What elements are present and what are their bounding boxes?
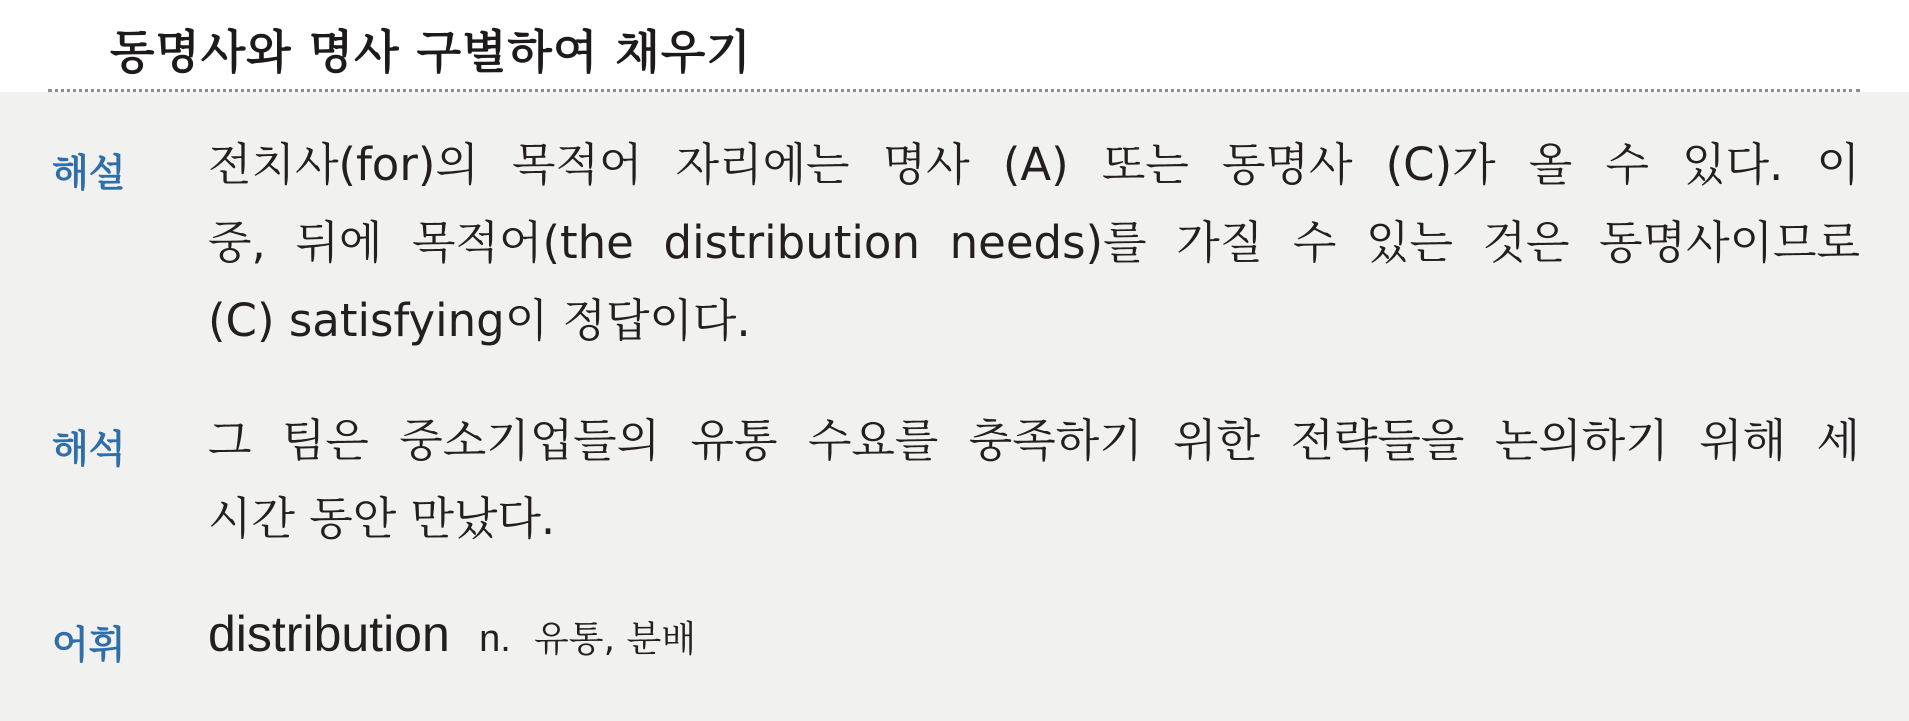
explanation-text <box>208 126 1860 360</box>
vocabulary-label: 어휘 <box>52 623 126 667</box>
explanation-line-3: (C) satisfying이 정답이다. <box>208 294 751 347</box>
explanation-label: 해설 <box>52 151 126 195</box>
vocabulary-meaning: 유통, 분배 <box>534 619 697 660</box>
translation-line-1: 그 팀은 중소기업들의 유통 수요를 충족하기 위한 전략들을 논의하기 위해 세 <box>208 414 1860 467</box>
page-title: 동명사와 명사 구별하여 채우기 <box>110 25 752 79</box>
explanation-line-1: 전치사(for)의 목적어 자리에는 명사 (A) 또는 동명사 (C)가 올 수 있다. 이 <box>208 138 1860 191</box>
translation-label: 해석 <box>52 427 126 471</box>
vocabulary-part-of-speech: n. <box>479 618 511 660</box>
explanation-line-2: 중, 뒤에 목적어(the distribution needs)를 가질 수 있는 것은 동명사이므로 <box>208 216 1860 269</box>
title-box <box>110 6 752 92</box>
vocabulary-entry <box>208 594 696 680</box>
dotted-divider <box>48 89 1860 92</box>
vocabulary-word: distribution <box>208 606 450 662</box>
translation-text <box>208 402 1860 558</box>
translation-line-2: 시간 동안 만났다. <box>208 492 556 545</box>
